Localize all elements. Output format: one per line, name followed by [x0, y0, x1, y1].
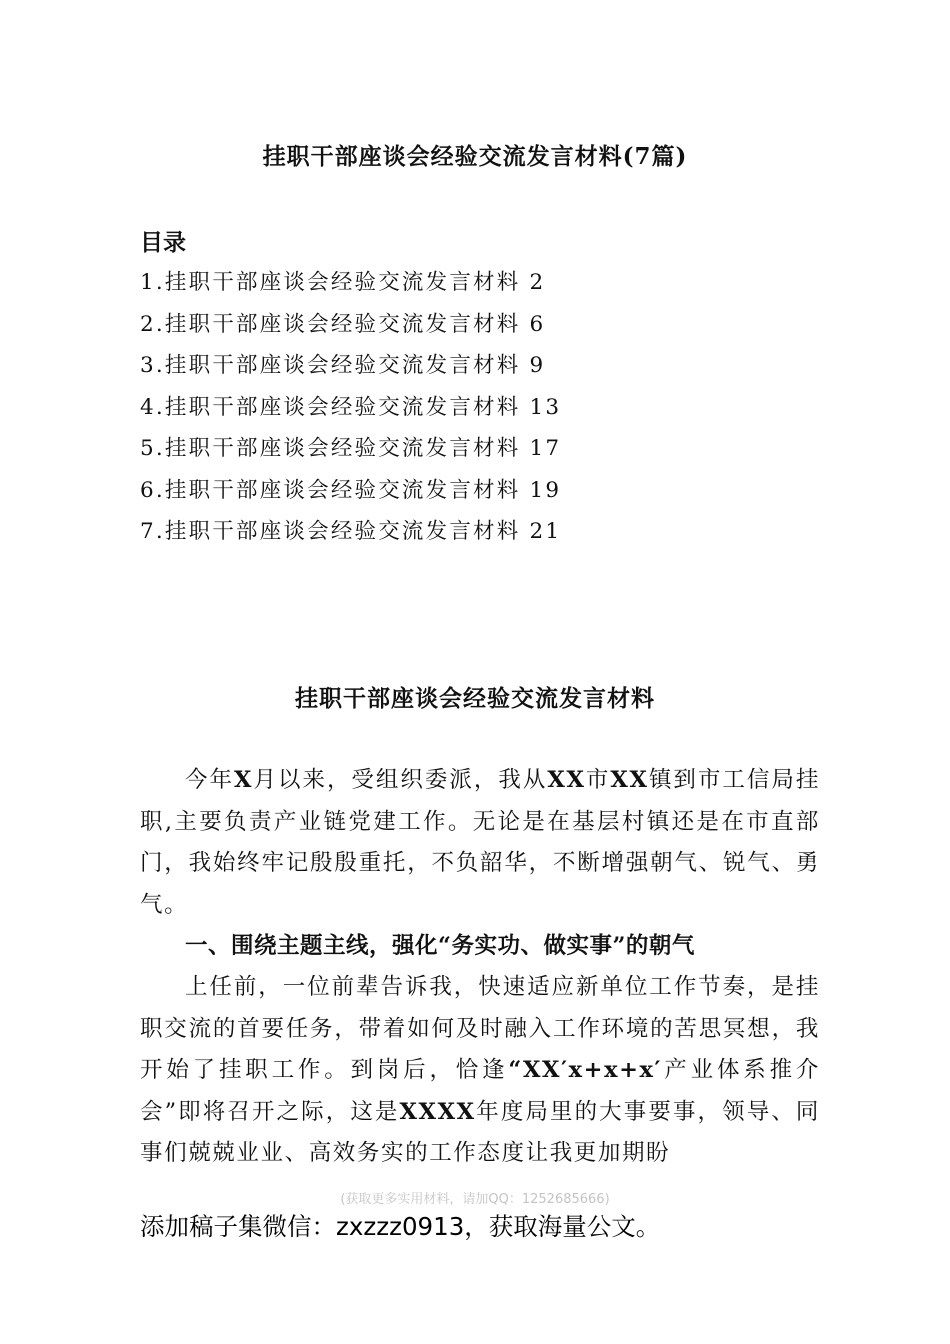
subheading-1: 一、围绕主题主线，强化“务实功、做实事”的朝气: [185, 933, 695, 959]
toc-item-4[interactable]: 4.挂职干部座谈会经验交流发言材料 13: [140, 394, 562, 420]
document-title: 挂职干部座谈会经验交流发言材料(7篇): [262, 143, 688, 170]
body-paragraph-2: 上任前，一位前辈告诉我，快速适应新单位工作节奏，是挂职交流的首要任务，带着如何及时融入工作环境的苦思冥想，我开始了挂职工作。到岗后，恰逢“XX′x+x+x′产业体系推介会”即将召开之际，这是XXXX年度局里的大事要事，领导、同事们兢兢业业、高效务实的工作态度让我更加期盼: [140, 974, 820, 1166]
watermark-text: (获取更多实用材料，请加QQ：1252685666): [340, 1192, 610, 1207]
toc-item-3[interactable]: 3.挂职干部座谈会经验交流发言材料 9: [140, 353, 546, 378]
table-of-contents: [140, 262, 561, 553]
toc-item-5[interactable]: 5.挂职干部座谈会经验交流发言材料 17: [140, 436, 562, 461]
intro-paragraph: 今年X月以来，受组织委派，我从XX市XX镇到市工信局挂职,主要负责产业链党建工作。无论是在基层村镇还是在市直部门，我始终牢记殷殷重托，不负韶华，不断增强朝气、锐气、勇气。: [140, 767, 821, 918]
footer-ad-text: 添加稿子集微信：zxzzz0913，获取海量公文。: [140, 1212, 661, 1241]
toc-item-7[interactable]: 7.挂职干部座谈会经验交流发言材料 21: [140, 519, 562, 544]
toc-item-2[interactable]: 2.挂职干部座谈会经验交流发言材料 6: [140, 311, 546, 337]
toc-item-1[interactable]: 1.挂职干部座谈会经验交流发言材料 2: [140, 270, 546, 295]
section-title: 挂职干部座谈会经验交流发言材料: [295, 685, 655, 712]
toc-heading: 目录: [140, 229, 186, 256]
toc-item-6[interactable]: 6.挂职干部座谈会经验交流发言材料 19: [140, 477, 562, 503]
